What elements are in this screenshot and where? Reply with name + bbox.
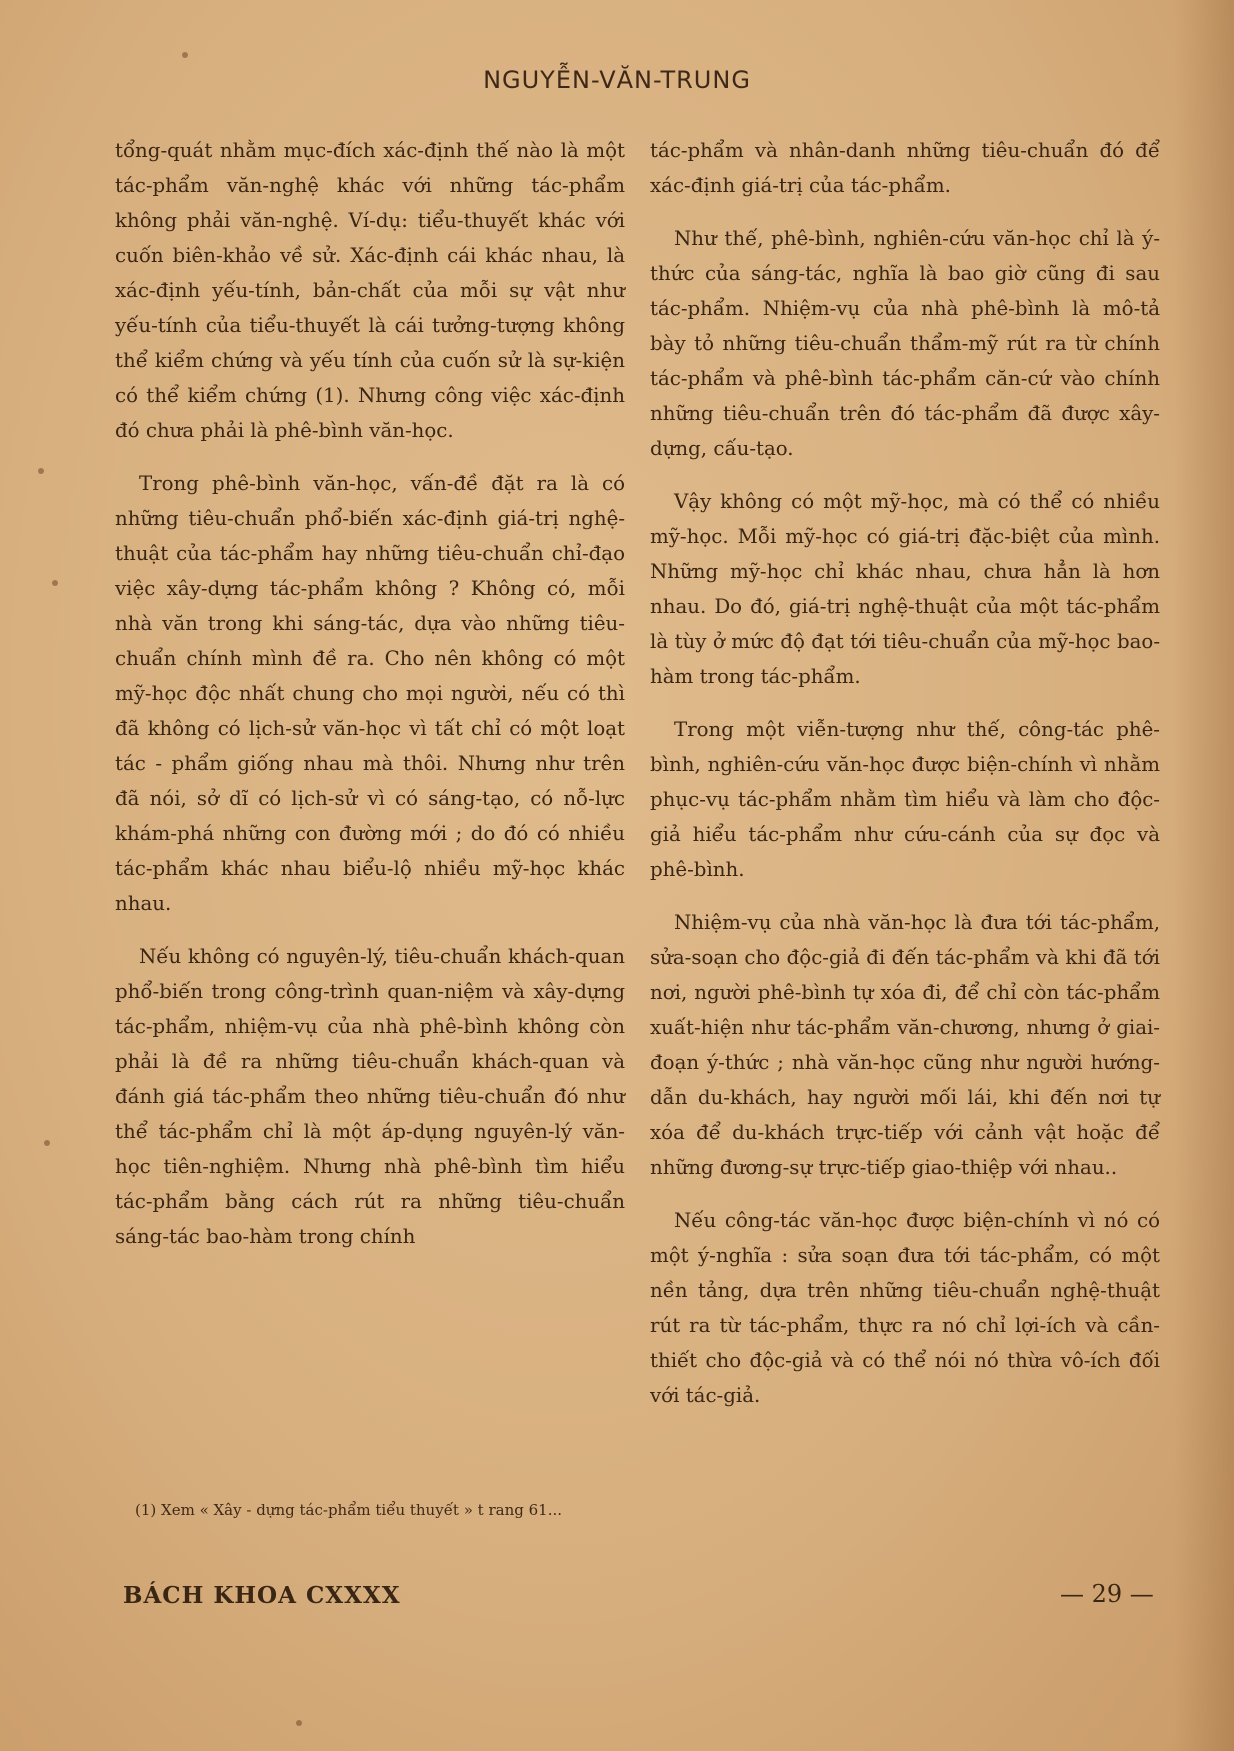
paper-spot xyxy=(38,468,44,474)
left-paragraph-1: tổng-quát nhằm mục-đích xác-định thế nào là một tác-phẩm văn-nghệ khác với những tác-phẩm không phải văn-nghệ. Ví-dụ: tiểu-thuyết khác với cuốn biên-khảo về sử. Xác-định cái khác nhau, là xác-định yếu-tính, bản-chất của mỗi sự vật như yếu-tính của tiểu-thuyết là cái tưởng-tượng không thể kiểm chứng và yếu tính của cuốn sử là sự-kiện có thể kiểm chứng (1). Nhưng công việc xác-định đó chưa phải là phê-bình văn-học. xyxy=(115,139,625,442)
paper-spot xyxy=(44,1140,50,1146)
left-column xyxy=(115,133,625,1272)
paper-spot xyxy=(52,580,58,586)
right-paragraph-1: tác-phẩm và nhân-danh những tiêu-chuẩn đó để xác-định giá-trị của tác-phẩm. xyxy=(650,139,1160,197)
footnote: (1) Xem « Xây - dựng tác-phẩm tiểu thuyết » t rang 61... xyxy=(135,1501,562,1519)
paper-spot xyxy=(296,1720,302,1726)
right-paragraph-3: Vậy không có một mỹ-học, mà có thể có nhiều mỹ-học. Mỗi mỹ-học có giá-trị đặc-biệt của mình. Những mỹ-học chỉ khác nhau, chưa hẳn là hơn nhau. Do đó, giá-trị nghệ-thuật của một tác-phẩm là tùy ở mức độ đạt tới tiêu-chuẩn của mỹ-học bao-hàm trong tác-phẩm. xyxy=(650,490,1160,688)
right-paragraph-2: Như thế, phê-bình, nghiên-cứu văn-học chỉ là ý-thức của sáng-tác, nghĩa là bao giờ cũng đi sau tác-phẩm. Nhiệm-vụ của nhà phê-bình là mô-tả bày tỏ những tiêu-chuẩn thẩm-mỹ rút ra từ chính tác-phẩm và phê-bình tác-phẩm căn-cứ vào chính những tiêu-chuẩn trên đó tác-phẩm đã được xây-dựng, cấu-tạo. xyxy=(650,227,1160,460)
left-paragraph-2: Trong phê-bình văn-học, vấn-đề đặt ra là có những tiêu-chuẩn phổ-biến xác-định giá-trị nghệ-thuật của tác-phẩm hay những tiêu-chuẩn chỉ-đạo việc xây-dựng tác-phẩm không ? Không có, mỗi nhà văn trong khi sáng-tác, dựa vào những tiêu-chuẩn chính mình đề ra. Cho nên không có một mỹ-học độc nhất chung cho mọi người, nếu có thì đã không có lịch-sử văn-học vì tất chỉ có một loạt tác - phẩm giống nhau mà thôi. Nhưng như trên đã nói, sở dĩ có lịch-sử vì có sáng-tạo, có nỗ-lực khám-phá những con đường mới ; do đó có nhiều tác-phẩm khác nhau biểu-lộ nhiều mỹ-học khác nhau. xyxy=(115,472,625,915)
right-paragraph-5: Nhiệm-vụ của nhà văn-học là đưa tới tác-phẩm, sửa-soạn cho độc-giả đi đến tác-phẩm và khi đã tới nơi, người phê-bình tự xóa đi, để chỉ còn tác-phẩm xuất-hiện như tác-phẩm văn-chương, nhưng ở giai-đoạn ý-thức ; nhà văn-học cũng như người hướng-dẫn du-khách, hay người mối lái, khi đến nơi tự xóa để du-khách trực-tiếp với cảnh vật hoặc để những đương-sự trực-tiếp giao-thiệp với nhau.. xyxy=(650,911,1160,1179)
page-number: — 29 — xyxy=(1060,1580,1154,1608)
paper-spot xyxy=(182,52,188,58)
left-paragraph-3: Nếu không có nguyên-lý, tiêu-chuẩn khách-quan phổ-biến trong công-trình quan-niệm và xây-dựng tác-phẩm, nhiệm-vụ của nhà phê-bình không còn phải là đề ra những tiêu-chuẩn khách-quan và đánh giá tác-phẩm theo những tiêu-chuẩn đó như thể tác-phẩm chỉ là một áp-dụng nguyên-lý văn-học tiên-nghiệm. Nhưng nhà phê-bình tìm hiểu tác-phẩm bằng cách rút ra những tiêu-chuẩn sáng-tác bao-hàm trong chính xyxy=(115,945,625,1248)
running-header: NGUYỄN-VĂN-TRUNG xyxy=(483,66,751,94)
right-paragraph-6: Nếu công-tác văn-học được biện-chính vì nó có một ý-nghĩa : sửa soạn đưa tới tác-phẩm, có một nền tảng, dựa trên những tiêu-chuẩn nghệ-thuật rút ra từ tác-phẩm, thực ra nó chỉ lợi-ích và cần-thiết cho độc-giả và có thể nói nó thừa vô-ích đối với tác-giả. xyxy=(650,1209,1160,1407)
right-paragraph-4: Trong một viễn-tượng như thế, công-tác phê-bình, nghiên-cứu văn-học được biện-chính vì nhằm phục-vụ tác-phẩm nhằm tìm hiểu và làm cho độc-giả hiểu tác-phẩm như cứu-cánh của sự đọc và phê-bình. xyxy=(650,718,1160,881)
right-column xyxy=(650,133,1160,1431)
publication-footer: BÁCH KHOA CXXXX xyxy=(123,1582,401,1609)
